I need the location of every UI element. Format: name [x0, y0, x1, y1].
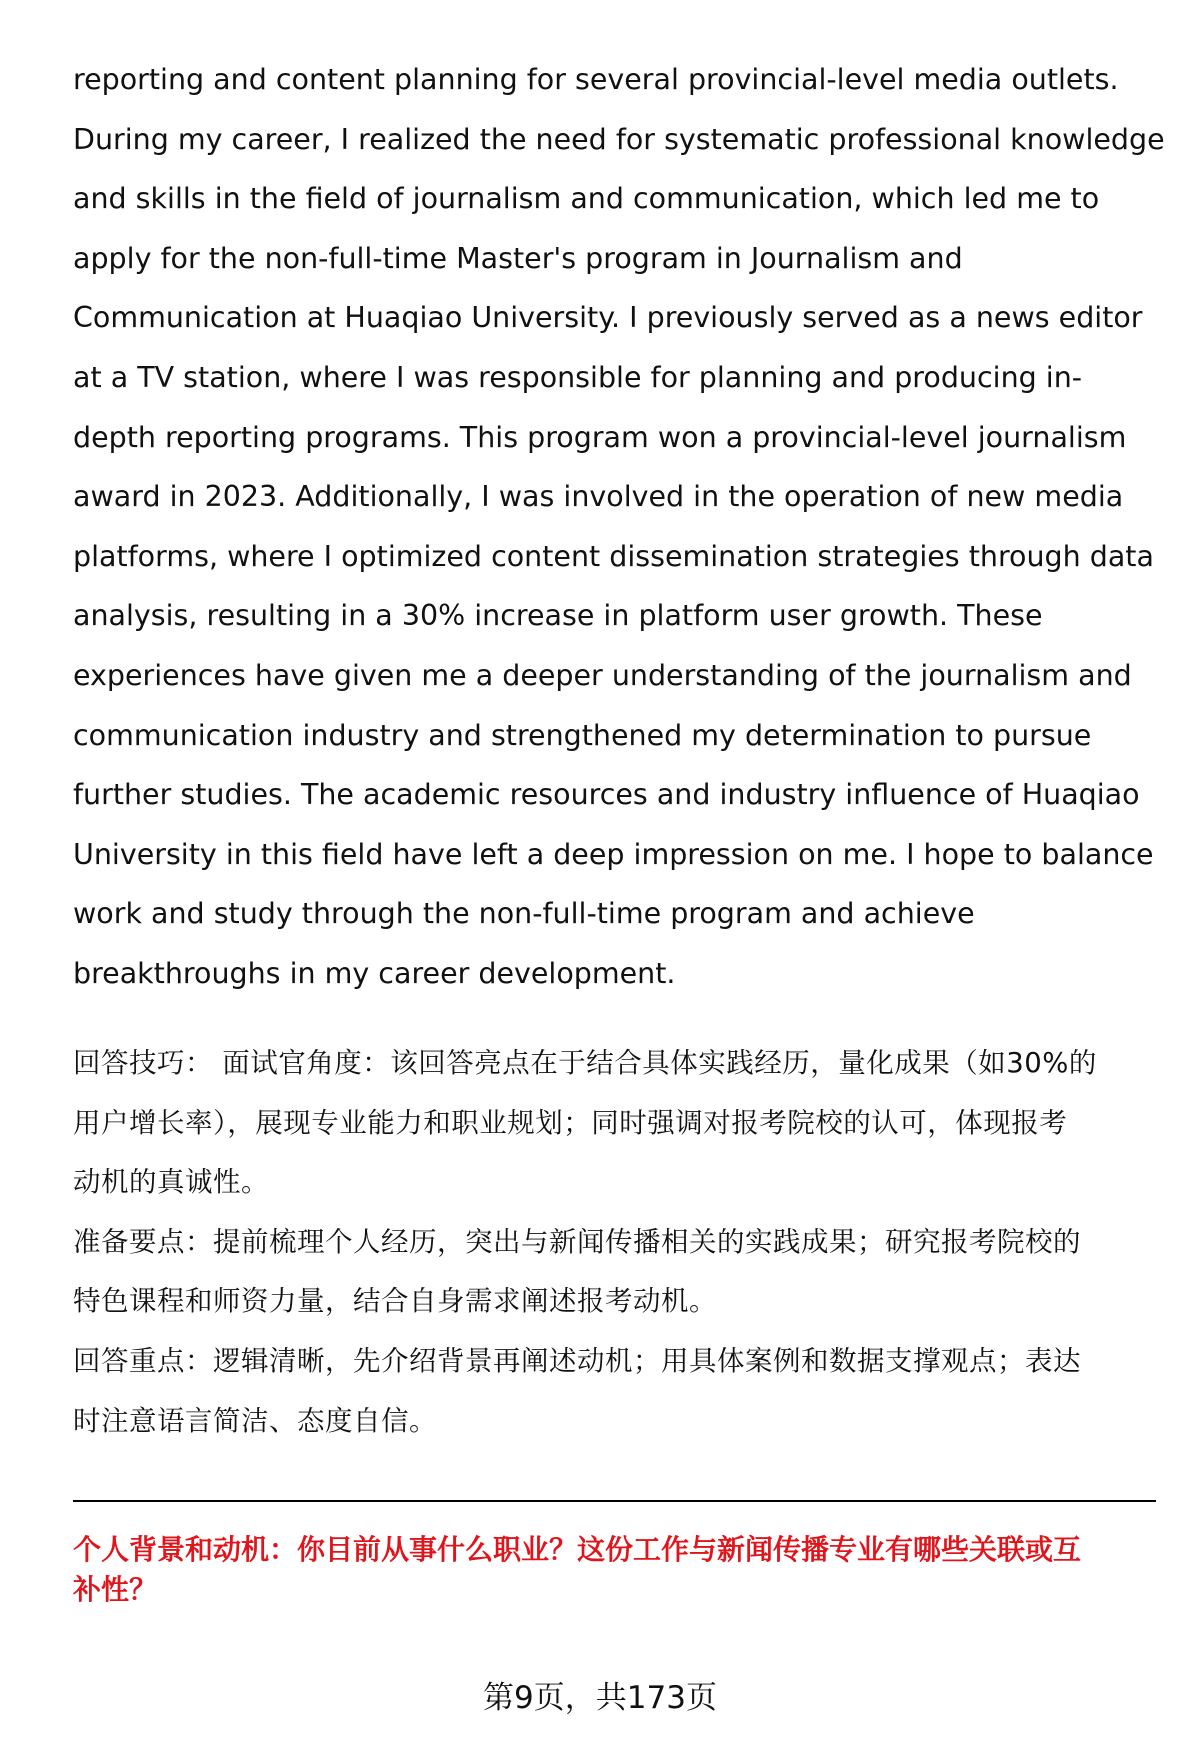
answer-line: depth reporting programs. This program won a provincial-level journalism [73, 420, 1127, 454]
answer-line: experiences have given me a deeper understanding of the journalism and [73, 658, 1132, 692]
answer-line: During my career, I realized the need for systematic professional knowledge [73, 122, 1165, 156]
question-heading [73, 1530, 1158, 1610]
answer-line: award in 2023. Additionally, I was involved in the operation of new media [73, 480, 1124, 514]
tips-line: 时注意语言简洁、态度自信。 [73, 1404, 437, 1437]
answer-tips [73, 1034, 1158, 1451]
tips-line: 动机的真诚性。 [73, 1166, 269, 1199]
answer-line: analysis, resulting in a 30% increase in platform user growth. These [73, 599, 1043, 633]
tips-line: 特色课程和师资力量，结合自身需求阐述报考动机。 [73, 1285, 717, 1318]
tips-line: 用户增长率），展现专业能力和职业规划；同时强调对报考院校的认可，体现报考 [73, 1106, 1068, 1139]
answer-line: and skills in the field of journalism and communication, which led me to [73, 182, 1100, 216]
answer-line: at a TV station, where I was responsible for planning and producing in- [73, 360, 1083, 394]
answer-line: Communication at Huaqiao University. I previously served as a news editor [73, 301, 1143, 335]
question-line: 补性？ [73, 1573, 158, 1606]
section-divider [73, 1500, 1156, 1502]
tips-line: 回答技巧： 面试官角度：该回答亮点在于结合具体实践经历，量化成果（如30%的 [73, 1047, 1097, 1079]
tips-line: 回答重点：逻辑清晰，先介绍背景再阐述动机；用具体案例和数据支撑观点；表达 [73, 1344, 1081, 1377]
tips-line: 准备要点：提前梳理个人经历，突出与新闻传播相关的实践成果；研究报考院校的 [73, 1225, 1081, 1258]
page-number: 第9页，共173页 [483, 1680, 717, 1716]
answer-line: platforms, where I optimized content dissemination strategies through data [73, 539, 1154, 573]
answer-line: University in this field have left a deep impression on me. I hope to balance [73, 837, 1154, 871]
answer-line: reporting and content planning for several provincial-level media outlets. [73, 63, 1119, 96]
answer-line: breakthroughs in my career development. [73, 956, 676, 990]
answer-line: further studies. The academic resources and industry influence of Huaqiao [73, 778, 1140, 812]
answer-line: work and study through the non-full-time program and achieve [73, 897, 975, 931]
answer-line: communication industry and strengthened my determination to pursue [73, 718, 1092, 752]
answer-line: apply for the non-full-time Master's program in Journalism and [73, 241, 963, 275]
answer-paragraph [73, 50, 1165, 1004]
question-line: 个人背景和动机：你目前从事什么职业？这份工作与新闻传播专业有哪些关联或互 [73, 1533, 1082, 1566]
